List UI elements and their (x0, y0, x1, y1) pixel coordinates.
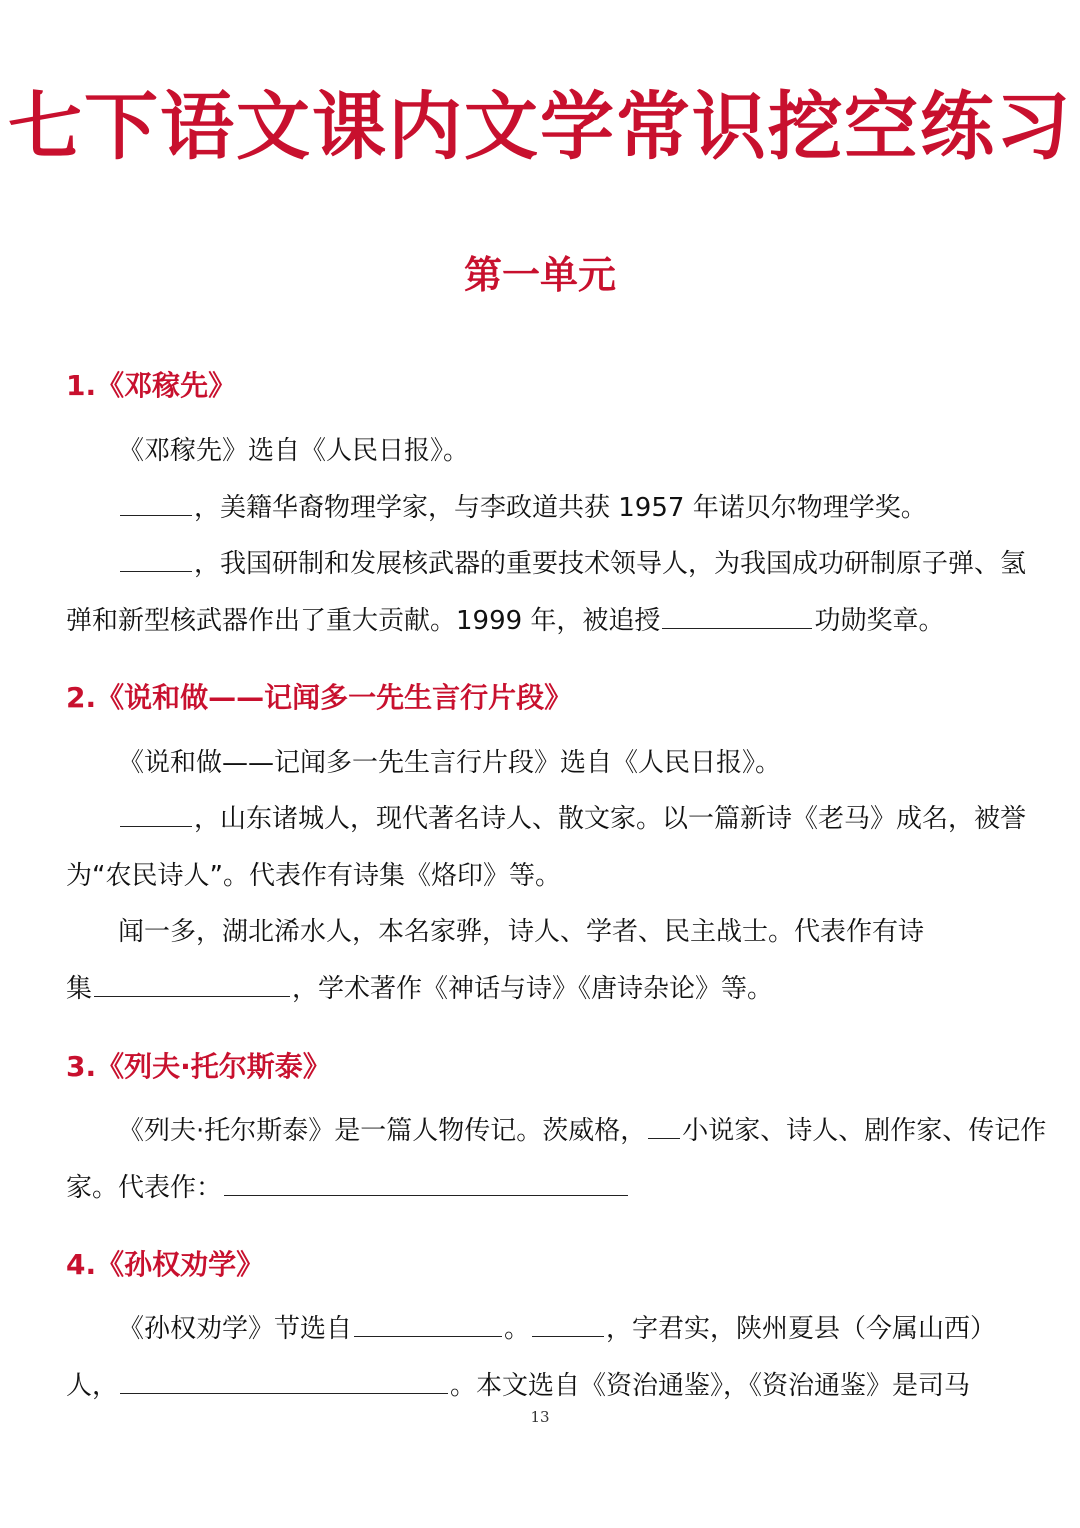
paragraph-line: 人， 。本文选自《资治通鉴》，《资治通鉴》是司马 (66, 1371, 971, 1401)
blank-line[interactable] (120, 514, 192, 516)
blank-line[interactable] (354, 1335, 502, 1337)
page-number: 13 (530, 1408, 550, 1426)
blank-line[interactable] (224, 1194, 628, 1196)
blank-line[interactable] (120, 570, 192, 572)
paragraph-line: ，美籍华裔物理学家，与李政道共获 1957 年诺贝尔物理学奖。 (118, 490, 927, 526)
paragraph-line: ，山东诸城人，现代著名诗人、散文家。以一篇新诗《老马》成名，被誉 (118, 801, 1026, 837)
unit-title: 第一单元 (463, 253, 616, 297)
paragraph-line: 《孙权劝学》节选自 。 ，字君实，陕州夏县（今属山西） (118, 1314, 997, 1344)
section-heading-4: 4.《孙权劝学》 (66, 1248, 265, 1281)
section-heading-2: 2.《说和做——记闻多一先生言行片段》 (66, 681, 573, 714)
paragraph-line: 弹和新型核武器作出了重大贡献。1999 年，被追授 功勋奖章。 (66, 606, 945, 636)
paragraph-line: ，我国研制和发展核武器的重要技术领导人，为我国成功研制原子弹、氢 (118, 546, 1026, 582)
section-heading-3: 3.《列夫·托尔斯泰》 (66, 1050, 331, 1083)
section-heading-1: 1.《邓稼先》 (66, 369, 237, 402)
blank-line[interactable] (662, 627, 812, 629)
blank-line[interactable] (648, 1137, 680, 1139)
paragraph-line: 集 ，学术著作《神话与诗》《唐诗杂论》等。 (66, 974, 774, 1004)
paragraph-line: 闻一多，湖北浠水人，本名家骅，诗人、学者、民主战士。代表作有诗 (118, 917, 925, 947)
paragraph-line: 家。代表作： (66, 1170, 630, 1206)
paragraph-line: 《列夫·托尔斯泰》是一篇人物传记。茨威格， 小说家、诗人、剧作家、传记作 (118, 1116, 1047, 1146)
blank-line[interactable] (94, 995, 290, 997)
page-title: 七下语文课内文学常识挖空练习 (8, 84, 1072, 170)
blank-line[interactable] (532, 1335, 604, 1337)
blank-line[interactable] (120, 1392, 448, 1394)
paragraph-line: 为“农民诗人”。代表作有诗集《烙印》等。 (66, 861, 561, 891)
paragraph-line: 《邓稼先》选自《人民日报》。 (118, 436, 470, 466)
paragraph-line: 《说和做——记闻多一先生言行片段》选自《人民日报》。 (118, 748, 782, 778)
blank-line[interactable] (120, 825, 192, 827)
